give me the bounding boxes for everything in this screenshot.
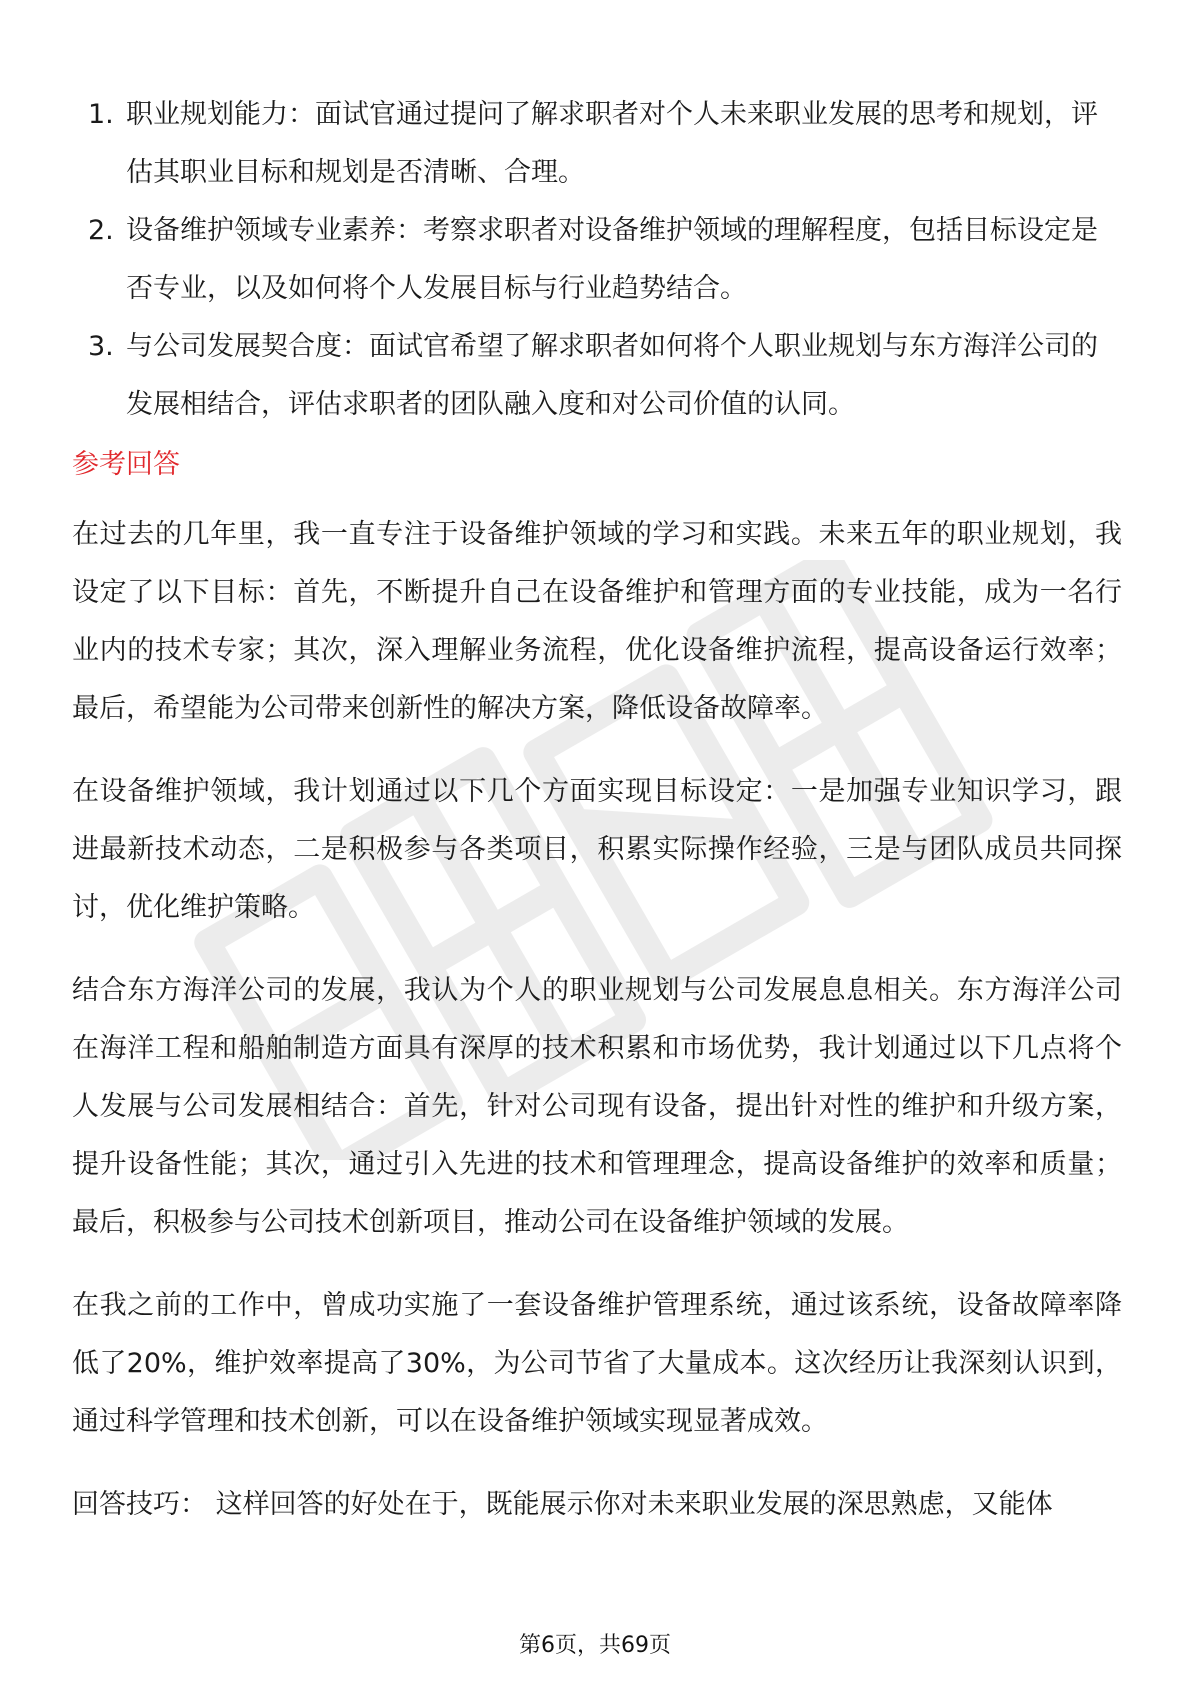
list-item-number: 1. <box>88 99 114 130</box>
list-item-text: 与公司发展契合度：面试官希望了解求职者如何将个人职业规划与东方海洋公司的发展相结合，评估求职者的团队融入度和对公司价值的认同。 <box>126 331 1098 420</box>
answer-paragraph: 在过去的几年里，我一直专注于设备维护领域的学习和实践。未来五年的职业规划，我设定了以下目标：首先，不断提升自己在设备维护和管理方面的专业技能，成为一名行业内的技术专家；其次，深入理解业务流程，优化设备维护流程，提高设备运行效率；最后，希望能为公司带来创新性的解决方案，降低设备故障率。 <box>72 519 1122 724</box>
list-item-text: 设备维护领域专业素养：考察求职者对设备维护领域的理解程度，包括目标设定是否专业，以及如何将个人发展目标与行业趋势结合。 <box>126 215 1098 304</box>
answer-tip: 回答技巧： 这样回答的好处在于，既能展示你对未来职业发展的深思熟虑，又能体 <box>72 1489 1053 1520</box>
list-item <box>72 86 1122 202</box>
page-number-footer: 第6页，共69页 <box>519 1633 671 1658</box>
section-heading: 参考回答 <box>72 449 180 480</box>
answer-paragraph: 在我之前的工作中，曾成功实施了一套设备维护管理系统，通过该系统，设备故障率降低了20%，维护效率提高了30%，为公司节省了大量成本。这次经历让我深刻认识到，通过科学管理和技术创新，可以在设备维护领域实现显著成效。 <box>72 1290 1122 1437</box>
answer-paragraph: 结合东方海洋公司的发展，我认为个人的职业规划与公司发展息息相关。东方海洋公司在海洋工程和船舶制造方面具有深厚的技术积累和市场优势，我计划通过以下几点将个人发展与公司发展相结合：首先，针对公司现有设备，提出针对性的维护和升级方案，提升设备性能；其次，通过引入先进的技术和管理理念，提高设备维护的效率和质量；最后，积极参与公司技术创新项目，推动公司在设备维护领域的发展。 <box>72 975 1122 1238</box>
document-content <box>72 86 1122 1534</box>
list-item <box>72 202 1122 318</box>
list-item-number: 2. <box>88 215 114 246</box>
answer-paragraph: 在设备维护领域，我计划通过以下几个方面实现目标设定：一是加强专业知识学习，跟进最新技术动态，二是积极参与各类项目，积累实际操作经验，三是与团队成员共同探讨，优化维护策略。 <box>72 776 1122 923</box>
evaluation-points-list <box>72 86 1122 434</box>
list-item <box>72 318 1122 434</box>
list-item-text: 职业规划能力：面试官通过提问了解求职者对个人未来职业发展的思考和规划，评估其职业目标和规划是否清晰、合理。 <box>126 99 1098 188</box>
list-item-number: 3. <box>88 331 114 362</box>
